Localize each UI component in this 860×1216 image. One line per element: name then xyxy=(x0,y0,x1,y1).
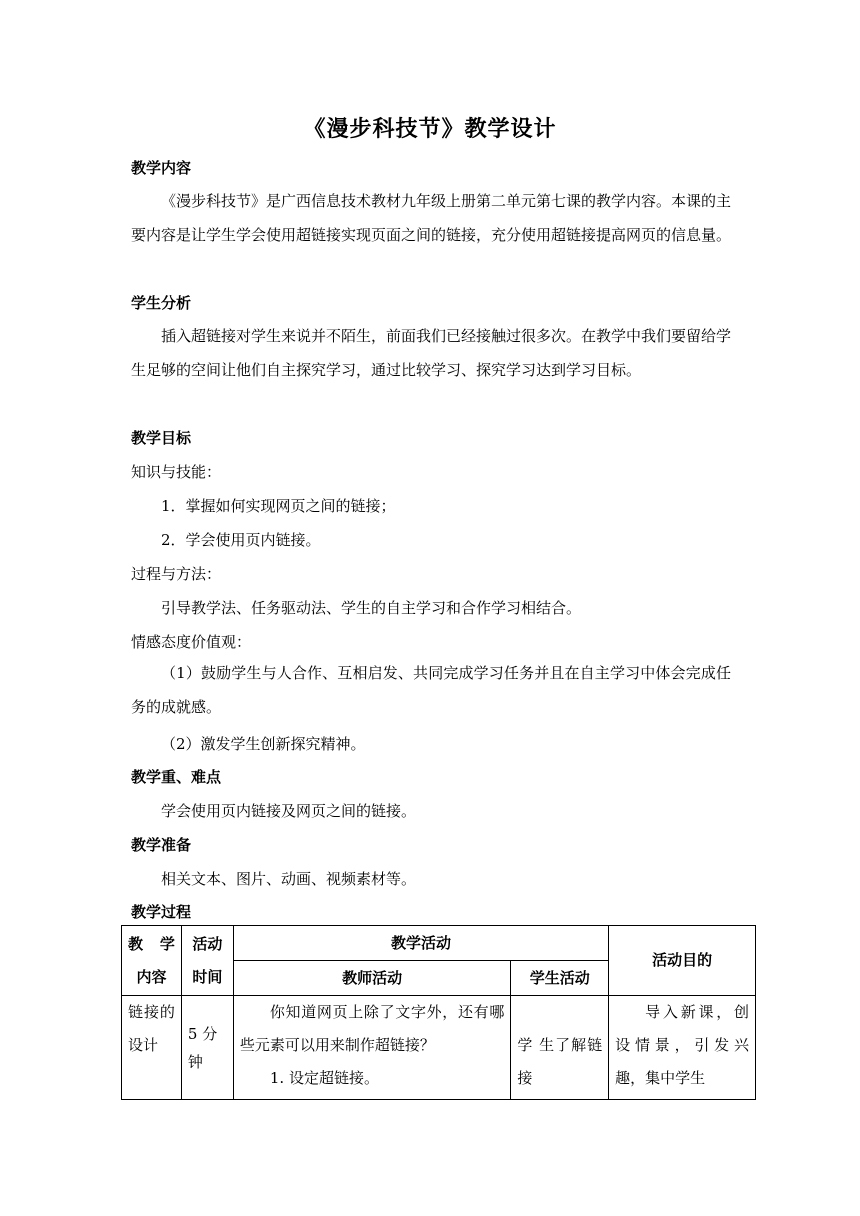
process-method-text: 引导教学法、任务驱动法、学生的自主学习和合作学习相结合。 xyxy=(161,599,582,617)
header-teacher: 教师活动 xyxy=(233,961,510,996)
heading-prep: 教学准备 xyxy=(131,836,192,854)
process-table xyxy=(121,925,756,1100)
header-purpose: 活动目的 xyxy=(609,926,756,996)
header-time: 活动 时间 xyxy=(181,926,233,996)
paragraph-analysis: 插入超链接对学生来说并不陌生，前面我们已经接触过很多次。在教学中我们要留给学生足够的空间让他们自主探究学习，通过比较学习、探究学习达到学习目标。 xyxy=(131,327,732,379)
header-activity: 教学活动 xyxy=(233,926,608,961)
emotion-item-1: （1）鼓励学生与人合作、互相启发、共同完成学习任务并且在自主学习中体会完成任务的成就感。 xyxy=(131,664,731,716)
cell-student: 学 生了解链接 xyxy=(511,996,609,1100)
heading-analysis: 学生分析 xyxy=(131,294,192,312)
table-header-row xyxy=(122,926,756,961)
teacher-activity-1: 你知道网页上除了文字外，还有哪些元素可以用来制作超链接？ xyxy=(239,1003,505,1054)
cell-teacher xyxy=(233,996,510,1100)
cell-time: 5 分钟 xyxy=(181,996,233,1100)
knowledge-item-1: 1．掌握如何实现网页之间的链接； xyxy=(161,497,396,515)
document-title: 《漫步科技节》教学设计 xyxy=(303,117,557,142)
label-process-method: 过程与方法： xyxy=(131,565,222,583)
cell-purpose: 导入新课，创设情景，引发兴趣，集中学生 xyxy=(609,996,756,1100)
heading-process: 教学过程 xyxy=(131,903,192,921)
keypoints-text: 学会使用页内链接及网页之间的链接。 xyxy=(161,802,417,820)
header-content: 教 学 内容 xyxy=(122,926,182,996)
teacher-activity-2: 1. 设定超链接。 xyxy=(269,1069,379,1087)
emotion-item-2: （2）激发学生创新探究精神。 xyxy=(161,735,366,753)
knowledge-item-2: 2．学会使用页内链接。 xyxy=(161,531,321,549)
paragraph-content: 《漫步科技节》是广西信息技术教材九年级上册第二单元第七课的教学内容。本课的主要内容是让学生学会使用超链接实现页面之间的链接，充分使用超链接提高网页的信息量。 xyxy=(131,192,732,244)
prep-text: 相关文本、图片、动画、视频素材等。 xyxy=(161,870,417,888)
heading-goals: 教学目标 xyxy=(131,429,192,447)
label-emotion: 情感态度价值观： xyxy=(131,633,252,651)
table-row xyxy=(122,996,756,1100)
cell-content: 链接的设计 xyxy=(122,996,182,1100)
heading-content: 教学内容 xyxy=(131,159,192,177)
label-knowledge: 知识与技能： xyxy=(131,463,222,481)
header-student: 学生活动 xyxy=(511,961,609,996)
heading-keypoints: 教学重、难点 xyxy=(131,768,222,786)
